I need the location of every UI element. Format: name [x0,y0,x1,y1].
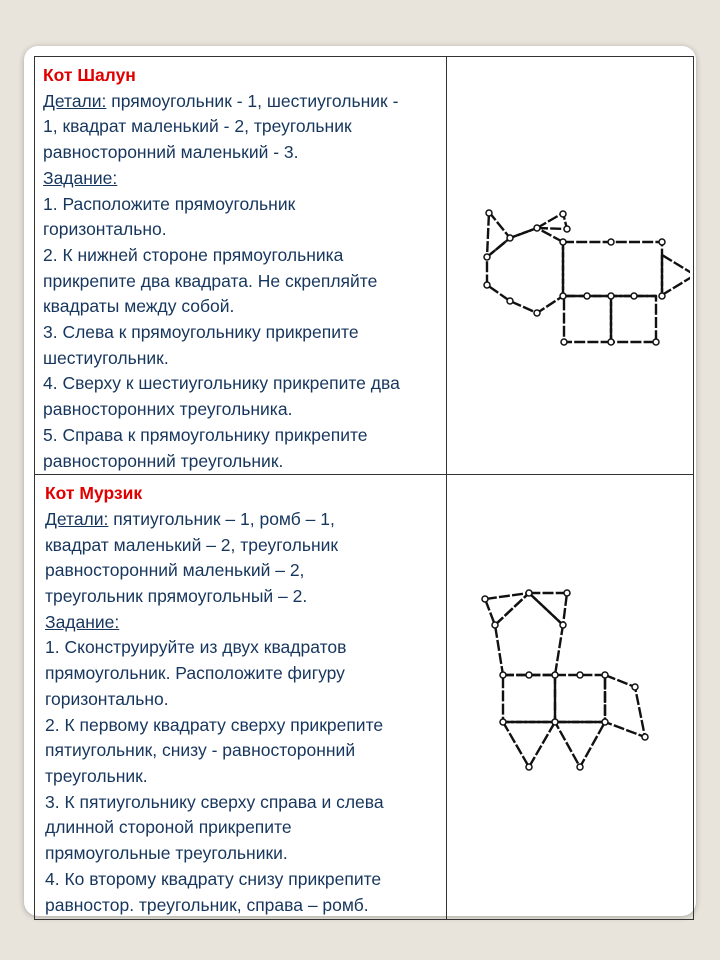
task-line: прямоугольник. Расположите фигуру [45,663,345,684]
task-label: Задание: [45,611,120,632]
task-line: горизонтально. [45,688,169,709]
triangle-shape [503,722,555,767]
card-picture-cell [447,57,694,475]
task-line: 2. К первому квадрату сверху прикрепите [45,714,384,735]
details-text: пятиугольник – 1, ромб – 1, [113,508,335,529]
rectangle-shape [563,242,662,296]
card-text-cell [35,57,447,475]
details-label: Детали: [45,508,109,529]
small-square-shape [611,296,656,342]
task-line: 5. Справа к прямоугольнику прикрепите [43,424,368,445]
task-line: 1. Расположите прямоугольник [43,193,296,214]
rhombus-shape [605,675,645,737]
task-line: равносторонних треугольника. [43,399,293,420]
details-label: Детали: [43,90,107,111]
small-square-shape [555,675,605,722]
task-line: 1. Сконструируйте из двух квадратов [45,637,347,658]
task-line: 4. Ко второму квадрату снизу прикрепите [45,868,382,889]
details-line [45,507,440,533]
card-picture-cell [447,475,694,920]
small-square-shape [503,675,555,722]
triangle-shape [555,722,605,767]
details-line: треугольник прямоугольный – 2. [45,586,308,607]
task-table [34,56,694,920]
task-line: 3. К пятиугольнику сверху справа и слева [45,791,384,812]
task-line: длинной стороной прикрепите [45,817,292,838]
connector-dots [484,210,690,345]
hexagon-shape [487,228,563,313]
task-line: треугольник. [45,765,148,786]
right-triangle-shape [485,593,529,625]
card-title: Кот Мурзик [45,483,143,504]
task-line: 4. Сверху к шестиугольнику прикрепите два [43,373,400,394]
small-square-shape [564,296,611,342]
task-line: равностор. треугольник, справа – ромб. [45,894,369,915]
task-line: прикрепите два квадрата. Не скрепляйте [43,270,378,291]
details-line [43,89,440,115]
task-line: прямоугольные треугольники. [45,843,288,864]
task-line: пятиугольник, снизу - равносторонний [45,740,356,761]
card-text-cell [35,475,447,920]
details-line: равносторонний маленький – 2, [45,560,305,581]
details-line: равносторонний маленький - 3. [43,142,299,163]
cat-shalun-figure [447,57,690,471]
details-text: прямоугольник - 1, шестиугольник - [111,90,399,111]
cat-murzik-figure [447,475,690,919]
pentagon-shape [495,593,563,675]
details-line: 1, квадрат маленький - 2, треугольник [43,116,352,137]
task-label: Задание: [43,167,118,188]
task-line: шестиугольник. [43,347,169,368]
task-line: 3. Слева к прямоугольнику прикрепите [43,322,359,343]
right-triangle-shape [529,593,567,625]
card-row-murzik [35,475,694,920]
task-line: горизонтально. [43,219,167,240]
task-line: равносторонний треугольник. [43,450,284,471]
task-line: квадраты между собой. [43,296,235,317]
details-line: квадрат маленький – 2, треугольник [45,534,339,555]
triangle-shape [487,212,510,257]
card-row-shalun [35,57,694,475]
task-line: 2. К нижней стороне прямоугольника [43,244,344,265]
card-title: Кот Шалун [43,65,136,85]
triangle-shape [662,255,690,295]
